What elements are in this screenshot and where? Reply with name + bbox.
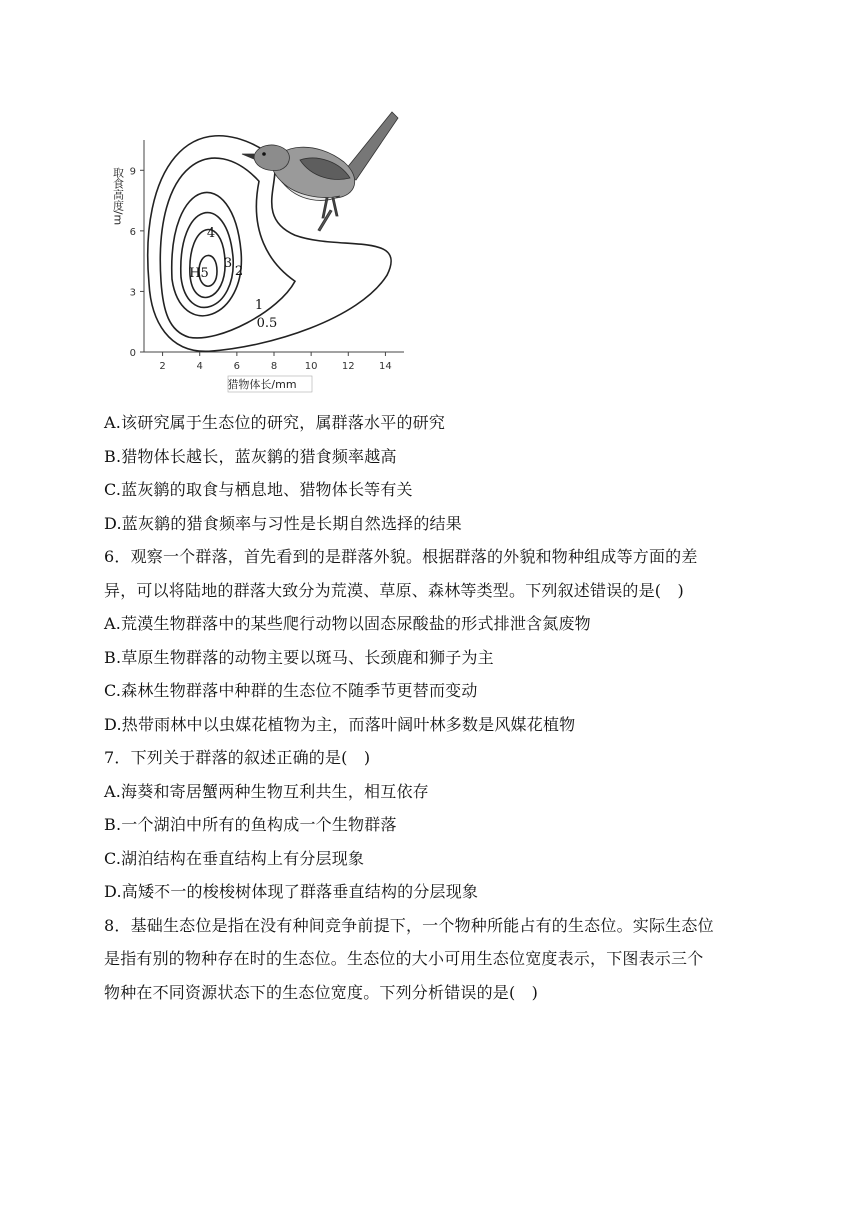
- contour-label: 0.5: [256, 316, 278, 332]
- bird-head: [254, 145, 289, 171]
- text-line: 8．基础生态位是指在没有种间竞争前提下，一个物种所能占有的生态位。实际生态位: [104, 915, 714, 935]
- contour-label: 1: [254, 298, 264, 314]
- contour-label: H5: [189, 266, 209, 282]
- text-line: 物种在不同资源状态下的生态位宽度。下列分析错误的是( ): [104, 982, 539, 1002]
- contour-label: 2: [234, 264, 244, 280]
- contour-label: 3: [223, 256, 233, 272]
- text-line: C.蓝灰鹟的取食与栖息地、猎物体长等有关: [104, 480, 413, 499]
- x-axis-label: 猎物体长/mm: [227, 378, 297, 391]
- text-line: B.草原生物群落的动物主要以斑马、长颈鹿和狮子为主: [104, 647, 494, 667]
- x-tick-label: 6: [233, 361, 241, 372]
- text-line: 异，可以将陆地的群落大致分为荒漠、草原、森林等类型。下列叙述错误的是( ): [104, 580, 684, 600]
- text-line: C.湖泊结构在垂直结构上有分层现象: [104, 848, 365, 868]
- text-line: A.荒漠生物群落中的某些爬行动物以固态尿酸盐的形式排泄含氮废物: [104, 614, 591, 633]
- bird-beak: [242, 154, 254, 159]
- question-text: [104, 406, 764, 1009]
- text-line: C.森林生物群落中种群的生态位不随季节更替而变动: [104, 681, 478, 700]
- x-tick-label: 12: [341, 361, 355, 372]
- contour-chart: [104, 100, 414, 400]
- y-axis-label: 取食高度/m: [111, 166, 125, 226]
- text-line: D.高矮不一的梭梭树体现了群落垂直结构的分层现象: [104, 882, 479, 901]
- x-tick-label: 10: [304, 361, 318, 372]
- contour-label: 4: [206, 226, 216, 242]
- y-tick-label: 9: [129, 166, 136, 178]
- x-tick-label: 14: [379, 361, 392, 372]
- text-line: D.蓝灰鹟的猎食频率与习性是长期自然选择的结果: [104, 513, 462, 533]
- x-tick-label: 4: [196, 361, 203, 372]
- y-tick-label: 0: [129, 348, 136, 359]
- text-line: B.一个湖泊中所有的鱼构成一个生物群落: [104, 815, 397, 834]
- text-line: D.热带雨林中以虫媒花植物为主，而落叶阔叶林多数是风媒花植物: [104, 714, 576, 734]
- bird-illustration: [242, 112, 398, 231]
- contour-1: [160, 158, 295, 338]
- y-tick-label: 6: [129, 226, 136, 238]
- text-line: 7．下列关于群落的叙述正确的是( ): [104, 748, 371, 767]
- text-line: A.海葵和寄居蟹两种生物互利共生，相互依存: [104, 781, 429, 801]
- text-line: 6．观察一个群落，首先看到的是群落外貌。根据群落的外貌和物种组成等方面的差: [104, 547, 698, 566]
- x-tick-label: 8: [270, 361, 278, 372]
- text-line: B.猎物体长越长，蓝灰鹟的猎食频率越高: [104, 446, 397, 466]
- x-tick-label: 2: [159, 361, 166, 372]
- bird-leg: [332, 198, 338, 216]
- contour-figure: [104, 100, 414, 400]
- y-tick-label: 3: [129, 287, 136, 299]
- bird-eye: [262, 152, 266, 156]
- text-line: A.该研究属于生态位的研究，属群落水平的研究: [104, 413, 446, 432]
- text-line: 是指有别的物种存在时的生态位。生态位的大小可用生态位宽度表示，下图表示三个: [104, 949, 704, 968]
